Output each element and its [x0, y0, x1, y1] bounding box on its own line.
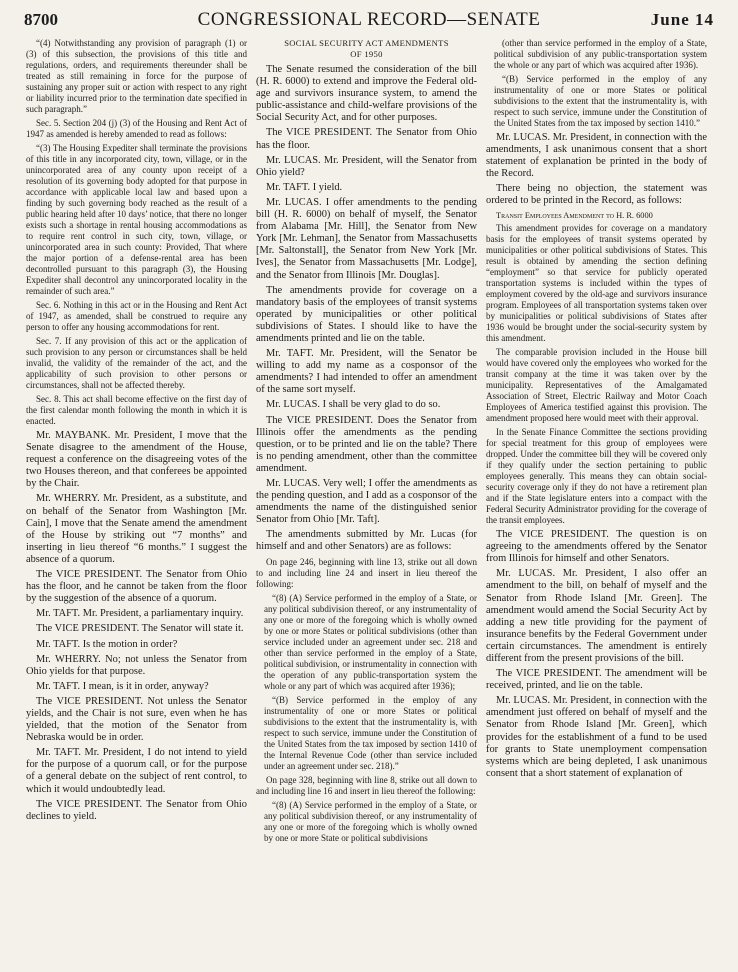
paragraph: “(4) Notwithstanding any provision of paragraph (1) or (3) of this subsection, the provisions of this title and regulations, orders, and requirements thereunder shall be treated as still remaining in force for the purpose of sustaining any proper suit or action with respect to any right or liability incurred prior to the termination date specified in such paragraph.” [26, 38, 247, 114]
speech-paragraph: There being no objection, the statement was ordered to be printed in the Record, as follows: [486, 183, 707, 207]
speech-paragraph: The VICE PRESIDENT. The Senator from Ohio has the floor, and he cannot be taken from the floor by the suggestion of the absence of a quorum. [26, 569, 247, 605]
section-heading-line-1: SOCIAL SECURITY ACT AMENDMENTS [284, 38, 449, 48]
paragraph: Sec. 7. If any provision of this act or the application of such provision to any person or circumstances shall be held invalid, the validity of the remainder of the act, and the applicability of such provision to other persons or circumstances, shall not be affected thereby. [26, 336, 247, 390]
speech-paragraph: Mr. LUCAS. Mr. President, in connection with the amendments, I ask unanimous consent that a short statement of explanation be printed in the body of the Record. [486, 132, 707, 180]
section-heading [256, 38, 477, 59]
statement-text: The comparable provision included in the House bill would have covered only the employees who worked for the transit company at the time it was taken over by the municipality. Representatives of the Amalgamated Association of Street, Electric Railway and Motor Coach Employees of America testified against this provision. The amendment proposed here would meet with their approval. [486, 347, 707, 424]
speech-paragraph: Mr. LUCAS. I offer amendments to the pending bill (H. R. 6000) on behalf of myself, the Senator from Alabama [Mr. Hill], the Senator from New York [Mr. Lehman], the Senator from Massachusetts [Mr. Saltonstall], the Senator from New York [Mr. Ives], the Senator from Massachusetts [Mr. Lodge], and the Senator from Illinois [Mr. Douglas]. [256, 196, 477, 281]
amendment-text: “(B) Service performed in the employ of any instrumentality of one or more States or political subdivisions to the extent that the instrumentality is, with respect to such service, immune under the Constitution of the United States from the tax imposed by section 1410 of the Internal Revenue Code (other than service included under an agreement under sec. 218).” [264, 694, 477, 771]
statement-text: In the Senate Finance Committee the sections providing for special treatment for this group of employees were dropped. Under the committee bill they will be covered only if they qualify under the section pertaining to public employees generally. This means they can obtain social-security coverage only if they do not have a retirement plan and if the State legislature enters into a compact with the Federal Security Administrator providing for the coverage of the transit employees. [486, 427, 707, 526]
speech-paragraph: Mr. LUCAS. Very well; I offer the amendments as the pending question, and I add as a cosponsor of the amendments the name of the distinguished senior Senator from Ohio [Mr. Taft]. [256, 478, 477, 526]
speech-paragraph: The amendments provide for coverage on a mandatory basis of the employees of transit systems operated by municipalities or other political subdivisions of States. I should like to have the amendments printed and lie on the table. [256, 284, 477, 344]
speech-paragraph: The VICE PRESIDENT. The amendment will be received, printed, and lie on the table. [486, 668, 707, 692]
amendment-text: “(8) (A) Service performed in the employ of a State, or any political subdivision thereof, or any instrumentality of any one or more of the foregoing which is wholly owned by one or more States or political subdivisions (other than service included under an agreement under sec. 218 and other than service performed in the employ of a State, political subdivision, or instrumentality in connection with the operation of any public-transportation system the whole or any part of which was acquired after 1936); [264, 592, 477, 691]
column-2 [256, 38, 477, 964]
speech-paragraph: Mr. TAFT. Mr. President, a parliamentary inquiry. [36, 608, 244, 620]
column-1 [26, 38, 247, 964]
speech-paragraph: The Senate resumed the consideration of the bill (H. R. 6000) to extend and improve the Federal old-age and survivors insurance system, to amend the public-assistance and child-welfare provisions of the Social Security Act, and for other purposes. [256, 64, 477, 124]
amendment-text: “(8) (A) Service performed in the employ of a State, or any political subdivision thereof, or any instrumentality of any one or more of the foregoing which is wholly owned by one or more State or political subdivisions [264, 799, 477, 843]
paragraph: Sec. 6. Nothing in this act or in the Housing and Rent Act of 1947, as amended, shall be construed to require any person to offer any housing accommodations for rent. [26, 300, 247, 332]
statement-text: This amendment provides for coverage on a mandatory basis for the employees of transit systems operated by municipalities or other political subdivisions of States. This result is obtained by amending the section defining “employment” so that service for publicly operated transportation systems is included within the types of employment covered by the old-age and survivors insurance program. Employees of all transportation systems taken over by municipalities or political subdivisions of States after 1936 would be brought under the social-security system by this amendment. [486, 223, 707, 344]
speech-paragraph: The amendments submitted by Mr. Lucas (for himself and and other Senators) are as follows: [256, 529, 477, 553]
speech-paragraph: The VICE PRESIDENT. The Senator from Ohio has the floor. [256, 127, 477, 151]
publication-title: CONGRESSIONAL RECORD—SENATE [197, 9, 541, 30]
speech-paragraph: Mr. TAFT. I mean, is it in order, anyway? [36, 680, 209, 692]
statement-heading: Transit Employees Amendment to H. R. 6000 [496, 210, 653, 220]
paragraph: “(3) The Housing Expediter shall terminate the provisions of this title in any incorporated city, town, village, or in the unincorporated area of any county upon receipt of a resolution of its governing body adopted for that purpose in accordance with applicable local law and based upon a finding by such governing body reached as the result of a public hearing held after 10 days’ notice, that there no longer exists such a shortage in rental housing accommodations as to require rent control in such city, town, village, or unincorporated area in such county: Provided, That where the major portion of a defense-rental area has been decontrolled pursuant to this paragraph (3), the Housing Expediter shall decontrol any unincorporated locality in the remainder of such area.” [26, 143, 247, 296]
speech-paragraph: Mr. TAFT. I yield. [266, 181, 343, 193]
page-header [0, 0, 738, 36]
paragraph: Sec. 8. This act shall become effective on the first day of the first calendar month following the month in which it is enacted. [26, 394, 247, 426]
amendment-text: On page 246, beginning with line 13, strike out all down to and including line 24 and insert in lieu thereof the following: [256, 556, 477, 589]
amendment-text: “(B) Service performed in the employ of any instrumentality of one or more States or political subdivisions to the extent that the instrumentality is, with respect to such service, immune under the Constitution of the United States from the tax imposed by section 1410.” [494, 74, 707, 128]
speech-paragraph: Mr. TAFT. Mr. President, will the Senator be willing to add my name as a cosponsor of the amendments? I had intended to offer an amendment of the same sort myself. [256, 348, 477, 396]
column-3 [486, 38, 707, 964]
speech-paragraph: The VICE PRESIDENT. The Senator will state it. [36, 623, 244, 635]
speech-paragraph: Mr. TAFT. Mr. President, I do not intend to yield for the purpose of a quorum call, or for the purpose of a general debate on the subject of rent control, to which it would undoubtedly lead. [26, 747, 247, 795]
speech-paragraph: Mr. LUCAS. Mr. President, in connection with the amendment just offered on behalf of myself and the Senator from Rhode Island [Mr. Green], which provides for the establishment of a fund to be used for grants to State unemployment compensation systems which are being depleted, I ask unanimous consent that a short statement of explanation of [486, 695, 707, 779]
speech-paragraph: Mr. LUCAS. Mr. President, I also offer an amendment to the bill, on behalf of myself and the Senator from Rhode Island [Mr. Green]. The amendment would amend the Social Security Act by adding a new title providing for the payment of insurance benefits by the Federal Government under certain circumstances. The amendment is entirely different from the present provisions of the bill. [486, 568, 707, 664]
speech-paragraph: Mr. TAFT. Is the motion in order? [36, 638, 178, 650]
page-date: June 14 [650, 10, 714, 29]
section-heading-line-2: OF 1950 [350, 48, 383, 59]
speech-paragraph: Mr. LUCAS. Mr. President, will the Senator from Ohio yield? [256, 154, 477, 178]
speech-paragraph: The VICE PRESIDENT. The question is on agreeing to the amendments offered by the Senator from Illinois for himself and other Senators. [486, 529, 707, 565]
speech-paragraph: The VICE PRESIDENT. Not unless the Senator yields, and the Chair is not sure, even when he has yielded, that the motion of the Senator from Nebraska would be in order. [26, 695, 247, 744]
speech-paragraph: Mr. WHERRY. Mr. President, as a substitute, and on behalf of the Senator from Washington [Mr. Cain], I move that the Senate amend the amendment of the House by striking out “7 months” and inserting in lieu thereof “6 months.” I suggest the absence of a quorum. [26, 493, 247, 565]
speech-paragraph: The VICE PRESIDENT. The Senator from Ohio declines to yield. [26, 798, 247, 822]
speech-paragraph: Mr. WHERRY. No; not unless the Senator from Ohio yields for that purpose. [26, 653, 247, 677]
speech-paragraph: The VICE PRESIDENT. Does the Senator from Illinois offer the amendments as the pending question, or to be printed and lie on the table? There is no pending amendment, other than the committee amendment. [256, 414, 477, 474]
paragraph: Sec. 5. Section 204 (j) (3) of the Housing and Rent Act of 1947 as amended is hereby amended to read as follows: [26, 118, 247, 139]
amendment-text: On page 328, beginning with line 8, strike out all down to and including line 16 and insert in lieu thereof the following: [256, 774, 477, 796]
amendment-text: (other than service performed in the employ of a State, political subdivision of any public-transportation system the whole or any part of which was acquired after 1936). [494, 38, 707, 70]
speech-paragraph: Mr. LUCAS. I shall be very glad to do so. [266, 399, 441, 411]
page-number: 8700 [24, 10, 58, 29]
speech-paragraph: Mr. MAYBANK. Mr. President, I move that the Senate disagree to the amendment of the House, request a conference on the disagreeing votes of the two Houses thereon, and that conferees be appointed by the Chair. [26, 430, 247, 490]
